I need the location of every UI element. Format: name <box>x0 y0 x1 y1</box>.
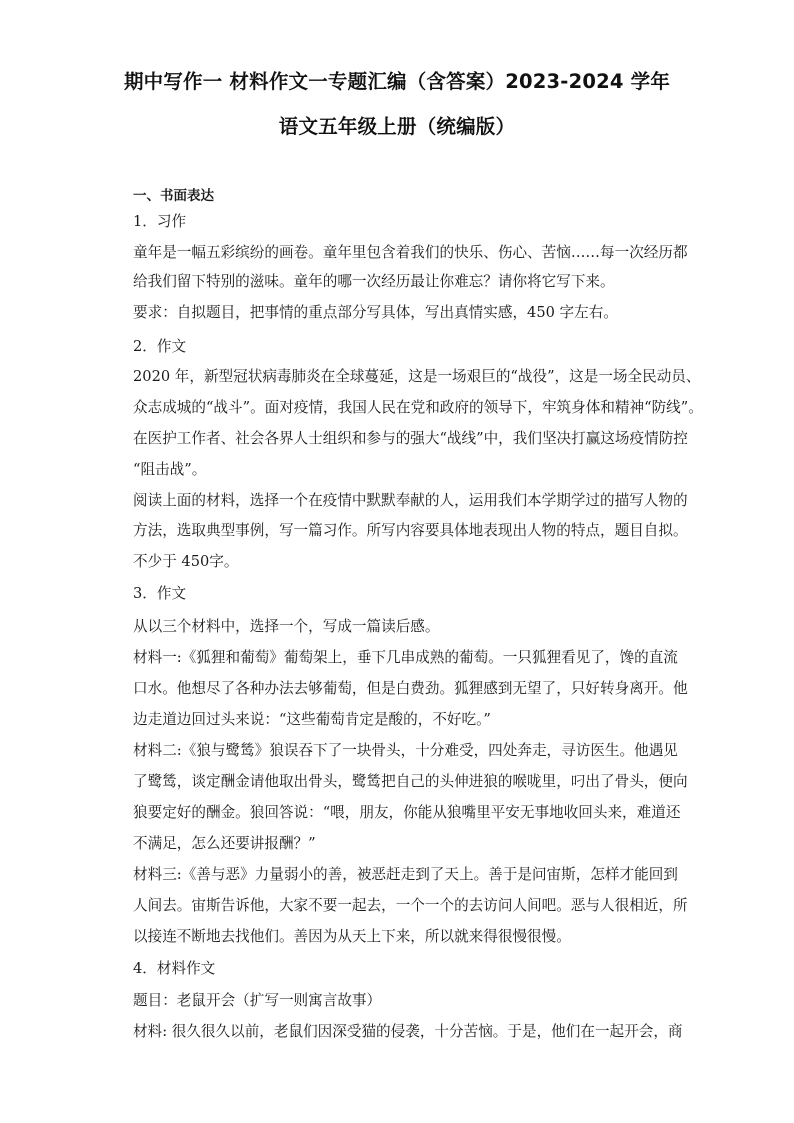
question-3-line: 边走道边回过头来说：“这些葡萄肯定是酸的，不好吃。” <box>133 711 491 728</box>
question-3-line: 从以三个材料中，选择一个，写成一篇读后感。 <box>133 618 440 635</box>
question-3-line: 以接连不断地去找他们。善因为从天上下来，所以就来得很慢很慢。 <box>133 928 571 945</box>
question-3-line: 狼要定好的酬金。狼回答说：“喂，朋友，你能从狼嘴里平安无事地收回头来，难道还 <box>133 804 681 821</box>
question-2-line: 2020 年，新型冠状病毒肺炎在全球蔓延，这是一场艰巨的“战役”，这是一场全民动员、 <box>133 368 701 385</box>
question-2-line: 方法，选取典型事例，写一篇习作。所写内容要具体地表现出人物的特点，题目自拟。 <box>133 522 688 539</box>
question-4-label: 4．材料作文 <box>133 960 216 977</box>
document-title-line-2: 语文五年级上册（统编版） <box>278 115 516 138</box>
question-3-line: 材料一:《狐狸和葡萄》葡萄架上，垂下几串成熟的葡萄。一只狐狸看见了，馋的直流 <box>133 649 678 666</box>
question-2-line: 在医护工作者、社会各界人士组织和参与的强大“战线”中，我们坚决打赢这场疫情防控 <box>133 430 688 447</box>
question-2-line: 不少于 450字。 <box>133 553 239 570</box>
question-1-line: 童年是一幅五彩缤纷的画卷。童年里包含着我们的快乐、伤心、苦恼……每一次经历都 <box>133 244 688 261</box>
question-1-line: 要求：自拟题目，把事情的重点部分写具体，写出真情实感，450 字左右。 <box>133 304 618 321</box>
question-3-line: 材料二:《狼与鹭鸶》狼误吞下了一块骨头，十分难受，四处奔走，寻访医生。他遇见 <box>133 742 678 759</box>
question-2-line: 众志成城的“战斗”。面对疫情，我国人民在党和政府的领导下，牢筑身体和精神“防线”。 <box>133 399 703 416</box>
question-3-line: 了鹭鸶，谈定酬金请他取出骨头，鹭鸶把自己的头伸进狼的喉咙里，叼出了骨头，便向 <box>133 773 688 790</box>
question-2-line: “阻击战”。 <box>133 461 207 478</box>
question-2-line: 阅读上面的材料，选择一个在疫情中默默奉献的人，运用我们本学期学过的描写人物的 <box>133 492 688 509</box>
question-2-label: 2．作文 <box>133 338 187 355</box>
question-3-line: 不满足，怎么还要讲报酬？” <box>133 835 316 852</box>
question-4-line: 题目：老鼠开会（扩写一则寓言故事） <box>133 992 382 1009</box>
section-heading: 一、书面表达 <box>133 188 214 204</box>
question-1-line: 给我们留下特别的滋味。童年的哪一次经历最让你难忘？请你将它写下来。 <box>133 273 615 290</box>
question-3-line: 人间去。宙斯告诉他，大家不要一起去，一个一个的去访问人间吧。恶与人很相近，所 <box>133 897 688 914</box>
question-3-label: 3．作文 <box>133 585 187 602</box>
question-4-line: 材料: 很久很久以前，老鼠们因深受猫的侵袭，十分苦恼。于是，他们在一起开会，商 <box>133 1023 683 1040</box>
question-3-line: 口水。他想尽了各种办法去够葡萄，但是白费劲。狐狸感到无望了，只好转身离开。他 <box>133 680 688 697</box>
question-1-label: 1．习作 <box>133 213 187 230</box>
question-3-line: 材料三:《善与恶》力量弱小的善，被恶赶走到了天上。善于是问宙斯，怎样才能回到 <box>133 866 678 883</box>
document-title-line-1: 期中写作一 材料作文一专题汇编（含答案）2023-2024 学年 <box>123 70 671 93</box>
